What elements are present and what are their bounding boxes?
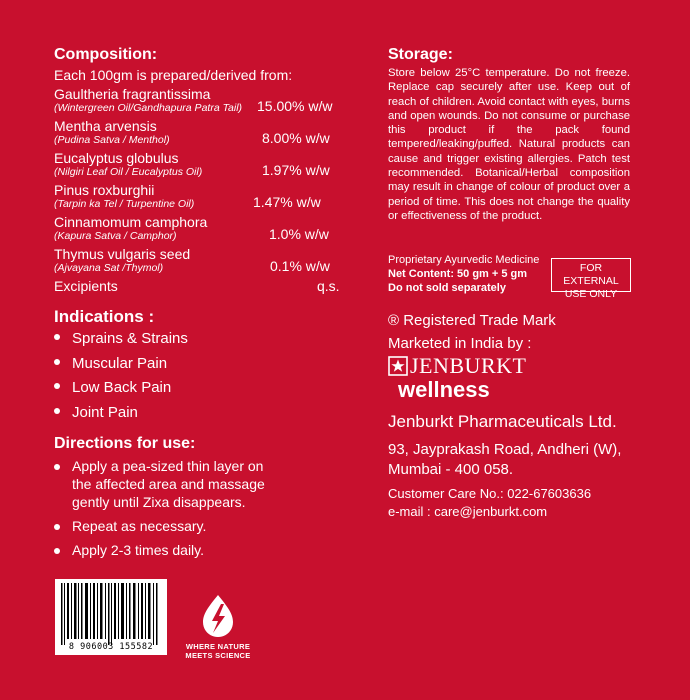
ingredient-name: Thymus vulgaris seed <box>54 246 191 262</box>
list-item: Muscular Pain <box>54 352 354 377</box>
ingredient-name: Eucalyptus globulus <box>54 150 179 166</box>
external-use-box: FOR EXTERNAL USE ONLY <box>551 258 631 292</box>
ingredient-name: Cinnamomum camphora <box>54 214 208 230</box>
ingredient-name: Pinus roxburghii <box>54 182 155 198</box>
composition-title: Composition: <box>54 46 158 63</box>
ingredient-value: 15.00% w/w <box>257 98 333 114</box>
ingredient-value: 8.00% w/w <box>262 130 330 146</box>
address-line: 93, Jayprakash Road, Andheri (W), <box>388 441 622 458</box>
ingredient-value: 1.97% w/w <box>262 162 330 178</box>
composition-item <box>54 278 354 296</box>
brand-name-bottom: wellness <box>398 377 490 402</box>
marketed-by: Marketed in India by : <box>388 335 532 352</box>
ingredient-name: Excipients <box>54 278 118 294</box>
flame-drop-icon <box>188 592 248 640</box>
product-type: Proprietary Ayurvedic Medicine <box>388 254 540 266</box>
list-item: Joint Pain <box>54 401 354 426</box>
ingredient-subname: (Nilgiri Leaf Oil / Eucalyptus Oil) <box>54 166 203 178</box>
badge-line: MEETS SCIENCE <box>185 651 251 660</box>
star-logo-icon <box>388 356 408 376</box>
ingredient-value: 0.1% w/w <box>270 258 330 274</box>
ingredient-subname: (Pudina Satva / Menthol) <box>54 134 170 146</box>
email: e-mail : care@jenburkt.com <box>388 504 548 519</box>
trademark-note: ® Registered Trade Mark <box>388 312 556 329</box>
ingredient-name: Mentha arvensis <box>54 118 157 134</box>
badge-line: WHERE NATURE <box>185 642 251 651</box>
directions-list <box>54 457 274 559</box>
list-item: Sprains & Strains <box>54 327 354 352</box>
composition-item <box>54 86 354 118</box>
composition-item <box>54 246 354 278</box>
storage-title: Storage: <box>388 46 453 63</box>
customer-care: Customer Care No.: 022-67603636 <box>388 486 592 501</box>
ingredient-value: 1.47% w/w <box>253 194 321 210</box>
indications-list <box>54 327 354 425</box>
ingredient-value: 1.0% w/w <box>269 226 329 242</box>
composition-list <box>54 86 354 296</box>
composition-item <box>54 118 354 150</box>
ingredient-subname: (Tarpin ka Tel / Turpentine Oil) <box>54 198 195 210</box>
address-line: Mumbai - 400 058. <box>388 461 514 478</box>
brand-name-top: JENBURKT <box>410 353 527 378</box>
composition-item <box>54 150 354 182</box>
composition-intro: Each 100gm is prepared/derived from: <box>54 67 293 83</box>
badge-text <box>172 642 264 660</box>
product-info <box>388 253 539 295</box>
company-name: Jenburkt Pharmaceuticals Ltd. <box>388 412 617 431</box>
list-item: Repeat as necessary. <box>54 517 274 535</box>
composition-item <box>54 214 354 246</box>
not-sold-note: Do not sold separately <box>388 282 506 294</box>
list-item: Apply a pea-sized thin layer on the affected area and massage gently until Zixa disappears. <box>54 457 274 511</box>
composition-item <box>54 182 354 214</box>
barcode-number: 8 906003 155582 <box>68 642 154 652</box>
ingredient-subname: (Ajvayana Sat /Thymol) <box>54 262 164 274</box>
ingredient-name: Gaultheria fragrantissima <box>54 86 211 102</box>
ingredient-subname: (Kapura Satva / Camphor) <box>54 230 177 242</box>
list-item: Apply 2-3 times daily. <box>54 541 274 559</box>
indications-title: Indications : <box>54 307 155 326</box>
storage-text: Store below 25°C temperature. Do not freeze. Replace cap securely after use. Keep out of reach of children. Avoid contact with eyes, burns and open wounds. Do not consume or purchase this product if the pack found tempered/leaking/puffed. Natural products can cause and trigger existing allergies. Patch test recommended. Botanical/Herbal composition may result in change of colour of product over a period of time. This does not change the quality or effectiveness of the product. <box>388 67 630 222</box>
directions-title: Directions for use: <box>54 435 196 452</box>
ingredient-value: q.s. <box>317 278 340 294</box>
net-content: Net Content: 50 gm + 5 gm <box>388 268 528 280</box>
list-item: Low Back Pain <box>54 376 354 401</box>
ingredient-subname: (Wintergreen Oil/Gandhapura Patra Tail) <box>54 102 243 114</box>
barcode <box>55 579 167 655</box>
